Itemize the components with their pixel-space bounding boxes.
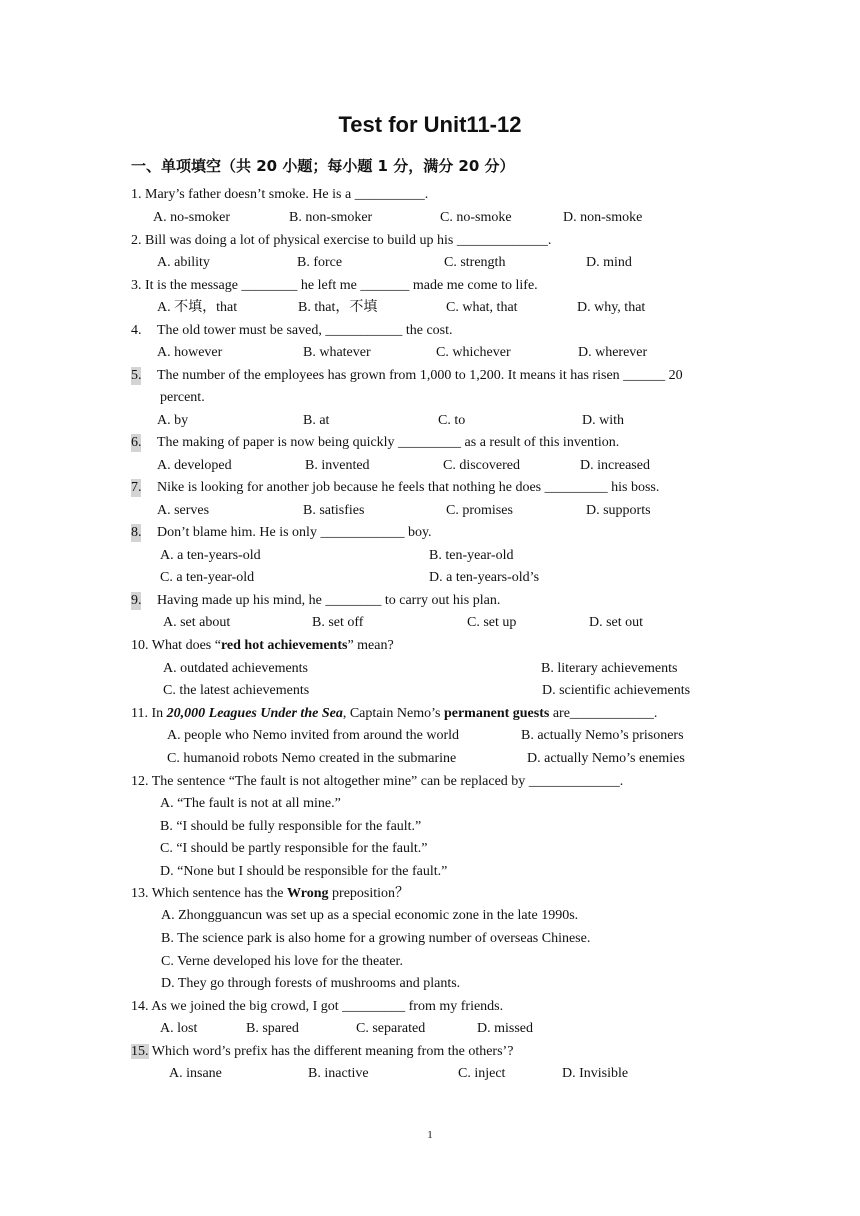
question-7-stem: 7. Nike is looking for another job because he feels that nothing he does _________ his boss. <box>131 480 660 495</box>
option: A. ability <box>157 255 210 270</box>
option: D. non-smoke <box>563 210 643 225</box>
question-8-stem: 8. Don’t blame him. He is only ____________ boy. <box>131 525 432 540</box>
option: A. people who Nemo invited from around the world <box>167 728 459 743</box>
option: D. “None but I should be responsible for the fault.” <box>160 864 448 879</box>
option: A. outdated achievements <box>163 661 309 676</box>
option: B. inactive <box>308 1066 369 1081</box>
option: D. wherever <box>578 345 648 360</box>
question-11-stem: 11. In 20,000 Leagues Under the Sea, Captain Nemo’s permanent guests are____________. <box>131 706 658 721</box>
option: A. 不填，that <box>157 300 238 315</box>
option: D. mind <box>586 255 632 270</box>
option: B. ten-year-old <box>429 548 514 563</box>
option: D. increased <box>580 458 650 473</box>
question-5-stem-cont: percent. <box>160 390 205 405</box>
option: C. promises <box>446 503 513 518</box>
option: A. set about <box>163 615 231 630</box>
question-10-stem: 10. What does “red hot achievements” mean? <box>131 638 394 653</box>
question-2-stem: 2. Bill was doing a lot of physical exercise to build up his _____________. <box>131 233 552 248</box>
option: A. serves <box>157 503 210 518</box>
option: C. inject <box>458 1066 506 1081</box>
option: D. actually Nemo’s enemies <box>527 751 685 766</box>
option: C. no-smoke <box>440 210 512 225</box>
option: A. insane <box>169 1066 222 1081</box>
option: B. at <box>303 413 330 428</box>
option: D. with <box>582 413 624 428</box>
question-1-stem: 1. Mary’s father doesn’t smoke. He is a __________. <box>131 187 429 202</box>
option: C. Verne developed his love for the theater. <box>161 954 403 969</box>
option: C. set up <box>467 615 517 630</box>
option: C. a ten-year-old <box>160 570 255 585</box>
option: D. scientific achievements <box>542 683 691 698</box>
option: C. strength <box>444 255 506 270</box>
question-3-stem: 3. It is the message ________ he left me _______ made me come to life. <box>131 278 538 293</box>
question-4-stem: 4. The old tower must be saved, ___________ the cost. <box>131 323 453 338</box>
question-9-stem: 9. Having made up his mind, he ________ to carry out his plan. <box>131 593 501 608</box>
option: D. a ten-years-old’s <box>429 570 540 585</box>
question-13-stem: 13. Which sentence has the Wrong preposition？ <box>131 886 410 901</box>
option: B. that，不填 <box>298 300 378 315</box>
option: D. why, that <box>577 300 646 315</box>
option: C. the latest achievements <box>163 683 310 698</box>
page-title: Test for Unit11-12 <box>338 112 522 137</box>
question-15-stem: 15. Which word’s prefix has the different meaning from the others’? <box>131 1044 514 1059</box>
option: C. what, that <box>446 300 518 315</box>
option: B. set off <box>312 615 364 630</box>
section-heading: 一、单项填空（共 20 小题；每小题 1 分，满分 20 分） <box>131 157 515 175</box>
question-12-stem: 12. The sentence “The fault is not altogether mine” can be replaced by _____________. <box>131 774 624 789</box>
option: B. literary achievements <box>541 661 678 676</box>
option: C. humanoid robots Nemo created in the submarine <box>167 751 457 766</box>
option: D. missed <box>477 1021 533 1036</box>
question-6-stem: 6. The making of paper is now being quickly _________ as a result of this invention. <box>131 435 620 450</box>
option: D. They go through forests of mushrooms and plants. <box>161 976 461 991</box>
option: C. whichever <box>436 345 511 360</box>
option: A. developed <box>157 458 232 473</box>
option: B. The science park is also home for a growing number of overseas Chinese. <box>161 931 591 946</box>
option: B. force <box>297 255 343 270</box>
option: B. whatever <box>303 345 371 360</box>
option: B. “I should be fully responsible for the fault.” <box>160 819 422 834</box>
option: C. separated <box>356 1021 426 1036</box>
option: A. by <box>157 413 189 428</box>
page-number: 1 <box>427 1129 433 1141</box>
option: A. however <box>157 345 223 360</box>
option: B. non-smoker <box>289 210 373 225</box>
option: D. supports <box>586 503 651 518</box>
option: A. “The fault is not at all mine.” <box>160 796 341 811</box>
option: A. a ten-years-old <box>160 548 261 563</box>
option: A. lost <box>160 1021 198 1036</box>
option: D. Invisible <box>562 1066 629 1081</box>
question-5-stem: 5. The number of the employees has grown from 1,000 to 1,200. It means it has risen ______ 20 <box>131 368 683 383</box>
option: C. to <box>438 413 466 428</box>
option: B. invented <box>305 458 370 473</box>
option: A. Zhongguancun was set up as a special economic zone in the late 1990s. <box>161 908 579 923</box>
option: A. no-smoker <box>153 210 230 225</box>
option: C. discovered <box>443 458 520 473</box>
question-14-stem: 14. As we joined the big crowd, I got _________ from my friends. <box>131 999 504 1014</box>
option: B. actually Nemo’s prisoners <box>521 728 684 743</box>
option: D. set out <box>589 615 644 630</box>
option: B. spared <box>246 1021 299 1036</box>
option: C. “I should be partly responsible for the fault.” <box>160 841 428 856</box>
option: B. satisfies <box>303 503 365 518</box>
